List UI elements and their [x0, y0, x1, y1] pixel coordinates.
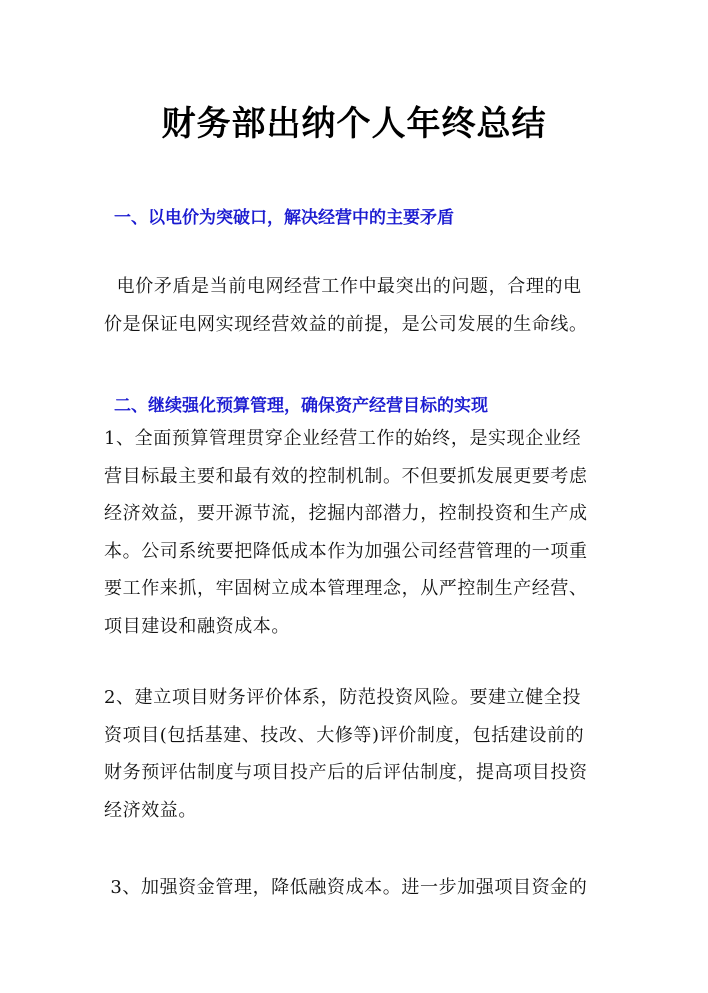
text-line: 资项目(包括基建、技改、大修等)评价制度，包括建设前的 — [104, 724, 585, 746]
text-line: 经济效益。 — [104, 799, 197, 821]
text-line: 1、全面预算管理贯穿企业经营工作的始终，是实现企业经 — [104, 428, 582, 449]
text-line: 价是保证电网实现经营效益的前提，是公司发展的生命线。 — [104, 313, 588, 335]
text-line: 电价矛盾是当前电网经营工作中最突出的问题，合理的电 — [104, 276, 582, 297]
paragraph-2 — [104, 420, 609, 645]
text-line: 财务预评估制度与项目投产后的后评估制度，提高项目投资 — [104, 762, 588, 783]
text-line: 营目标最主要和最有效的控制机制。不但要抓发展更要考虑 — [104, 465, 588, 487]
text-line: 3、加强资金管理，降低融资成本。进一步加强项目资金的 — [104, 877, 588, 898]
text-line: 经济效益，要开源节流，挖掘内部潜力，控制投资和生产成 — [104, 503, 588, 524]
paragraph-3 — [104, 679, 609, 829]
document-title: 财务部出纳个人年终总结 — [161, 104, 547, 144]
paragraph-1 — [104, 268, 609, 343]
section-heading-2: 二、继续强化预算管理，确保资产经营目标的实现 — [114, 396, 488, 416]
section-heading-1: 一、以电价为突破口，解决经营中的主要矛盾 — [114, 208, 454, 228]
text-line: 本。公司系统要把降低成本作为加强公司经营管理的一项重 — [104, 540, 588, 562]
text-line: 2、建立项目财务评价体系，防范投资风险。要建立健全投 — [104, 687, 582, 708]
text-line: 要工作来抓，牢固树立成本管理理念，从严控制生产经营、 — [104, 578, 588, 599]
text-line: 项目建设和融资成本。 — [104, 615, 290, 637]
paragraph-4 — [104, 869, 609, 907]
